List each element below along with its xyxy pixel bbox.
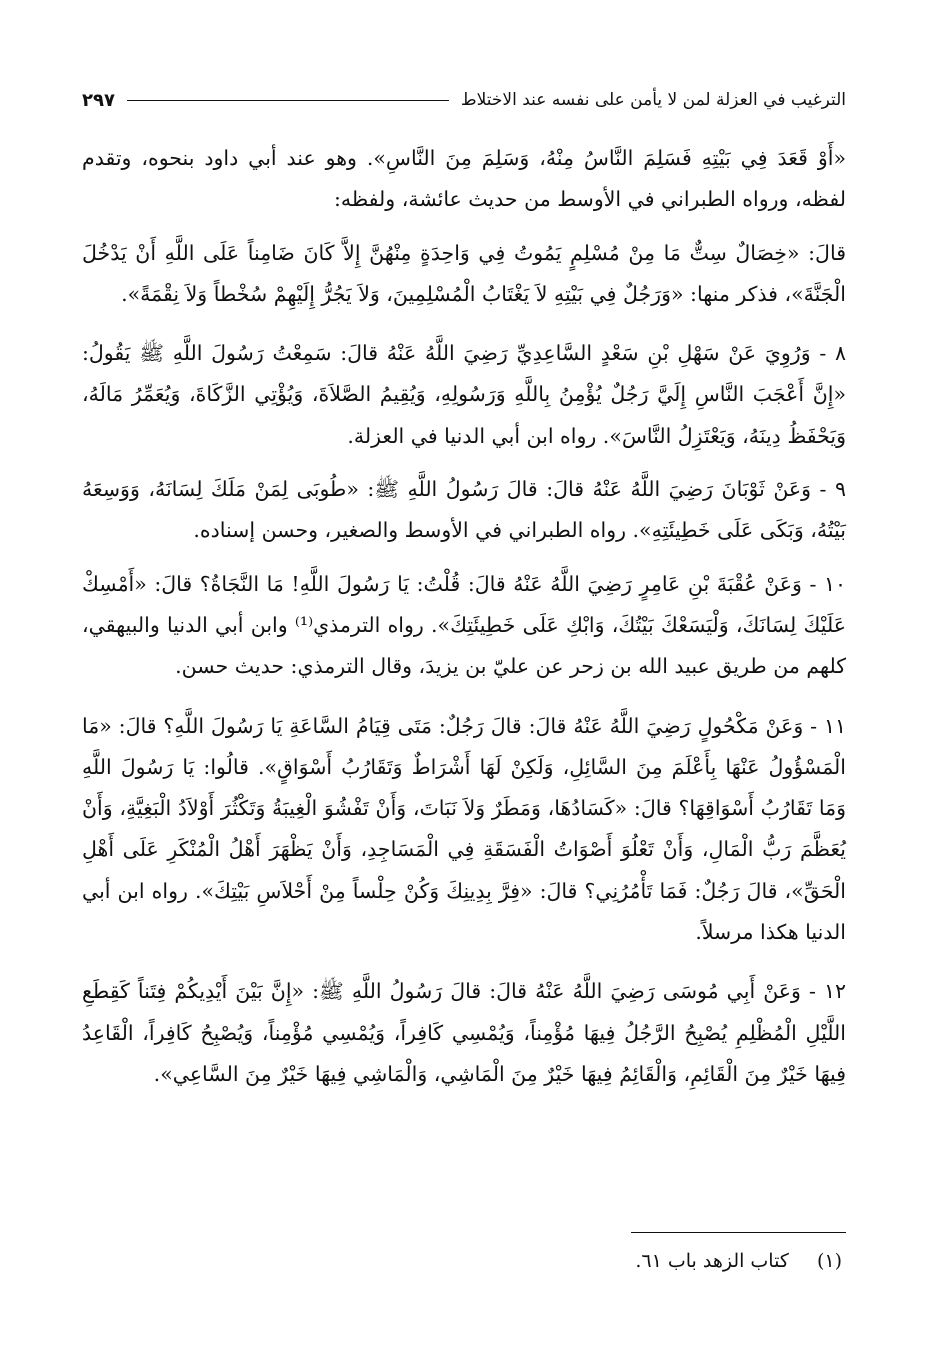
paragraph-tabarani-quote: قالَ: «خِصَالٌ سِتٌّ مَا مِنْ مُسْلِمٍ يَمُوتُ فِي وَاحِدَةٍ مِنْهُنَّ إِلاَّ كَانَ ضَامِناً عَلَى اللَّهِ أَنْ يَدْخُلَ الْجَنَّةَ»، فذكر منها: «وَرَجُلٌ فِي بَيْتِهِ لاَ يَغْتَابُ الْمُسْلِمِينَ، وَلاَ يَجُرُّ إِلَيْهِمْ سُخْطاً وَلاَ نِقْمَةً». [82,240,846,306]
footnote-separator [631,1232,846,1233]
header-rule [127,100,449,101]
footnote-text: كتاب الزهد باب ٦١. [635,1250,789,1272]
hadith-10: ١٠ - وَعَنْ عُقْبَةَ بْنِ عَامِرٍ رَضِيَ اللَّهُ عَنْهُ قالَ: قُلْتُ: يَا رَسُولَ اللَّهِ! مَا النَّجَاةُ؟ قالَ: «أَمْسِكْ عَلَيْكَ لِسَانَكَ، وَلْيَسَعْكَ بَيْتُكَ، وَابْكِ عَلَى خَطِيئَتِكَ». رواه الترمذي⁽¹⁾ وابن أبي الدنيا والبيهقي، كلهم من طريق عبيد الله بن زحر عن عليّ بن يزيدَ، وقال الترمذي: حديث حسن. [82,571,846,679]
hadith-12: ١٢ - وَعَنْ أَبِي مُوسَى رَضِيَ اللَّهُ عَنْهُ قالَ: قالَ رَسُولُ اللَّهِ ﷺ: «إِنَّ بَيْنَ أَيْدِيكُمْ فِتَناً كَقِطَعِ اللَّيْلِ الْمُظْلِمِ يُصْبِحُ الرَّجُلُ فِيهَا مُؤْمِناً، وَيُمْسِي كَافِراً، وَيُمْسِي مُؤْمِناً، وَيُصْبِحُ كَافِراً، الْقَاعِدُ فِيهَا خَيْرٌ مِنَ الْقَائِمِ، وَالْقَائِمُ فِيهَا خَيْرٌ مِنَ الْمَاشِي، وَالْمَاشِي فِيهَا خَيْرٌ مِنَ السَّاعِي». [82,979,846,1086]
running-header [82,80,846,120]
page-number: ٢٩٧ [82,89,115,111]
footnote [82,1246,842,1276]
paragraph-continuation: «أَوْ قَعَدَ فِي بَيْتِهِ فَسَلِمَ النَّاسُ مِنْهُ، وَسَلِمَ مِنَ النَّاسِ». وهو عند أبي داود بنحوه، وتقدم لفظه، ورواه الطبراني في الأوسط من حديث عائشة، ولفظه: [82,146,846,212]
footnote-marker: (١) [816,1250,842,1272]
hadith-8: ٨ - وَرُوِيَ عَنْ سَهْلِ بْنِ سَعْدٍ السَّاعِدِيِّ رَضِيَ اللَّهُ عَنْهُ قالَ: سَمِعْتُ رَسُولَ اللَّهِ ﷺ يَقُولُ: «إِنَّ أَعْجَبَ النَّاسِ إِلَيَّ رَجُلٌ يُؤْمِنُ بِاللَّهِ وَرَسُولِهِ، وَيُقِيمُ الصَّلاَةَ، وَيُؤْتِي الزَّكَاةَ، وَيُعَمِّرُ مَالَهُ، وَيَحْفَظُ دِينَهُ، وَيَعْتَزِلُ النَّاسَ». رواه ابن أبي الدنيا في العزلة. [82,341,846,448]
hadith-9: ٩ - وَعَنْ ثَوْبَانَ رَضِيَ اللَّهُ عَنْهُ قالَ: قالَ رَسُولُ اللَّهِ ﷺ: «طُوبَى لِمَنْ مَلَكَ لِسَانَهُ، وَوَسِعَهُ بَيْتُهُ، وَبَكَى عَلَى خَطِيئَتِهِ». رواه الطبراني في الأوسط والصغير، وحسن إسناده. [82,477,846,543]
running-title: الترغيب في العزلة لمن لا يأمن على نفسه عند الاختلاط [460,90,846,110]
hadith-11: ١١ - وَعَنْ مَكْحُولٍ رَضِيَ اللَّهُ عَنْهُ قالَ: قالَ رَجُلٌ: مَتَى قِيَامُ السَّاعَةِ يَا رَسُولَ اللَّهِ؟ قالَ: «مَا الْمَسْؤُولُ عَنْهَا بِأَعْلَمَ مِنَ السَّائِلِ، وَلَكِنْ لَهَا أَشْرَاطٌ وَتَقَارُبُ أَسْوَاقٍ». قالُوا: يَا رَسُولَ اللَّهِ وَمَا تَقَارُبُ أَسْوَاقِهَا؟ قالَ: «كَسَادُهَا، وَمَطَرٌ وَلاَ نَبَاتَ، وَأَنْ تَفْشُوَ الْغِيبَةُ وَتَكْثُرَ أَوْلاَدُ الْبَغِيَّةِ، وَأَنْ يُعَظَّمَ رَبُّ الْمَالِ، وَأَنْ تَعْلُوَ أَصْوَاتُ الْفَسَقَةِ فِي الْمَسَاجِدِ، وَأَنْ يَظْهَرَ أَهْلُ الْمُنْكَرِ عَلَى أَهْلِ الْحَقِّ»، قالَ رَجُلٌ: فَمَا تَأْمُرُنِي؟ قالَ: «فِرَّ بِدِينِكَ وَكُنْ حِلْساً مِنْ أَحْلاَسِ بَيْتِكَ». رواه ابن أبي الدنيا هكذا مرسلاً. [82,713,846,945]
page-body [82,138,846,1113]
